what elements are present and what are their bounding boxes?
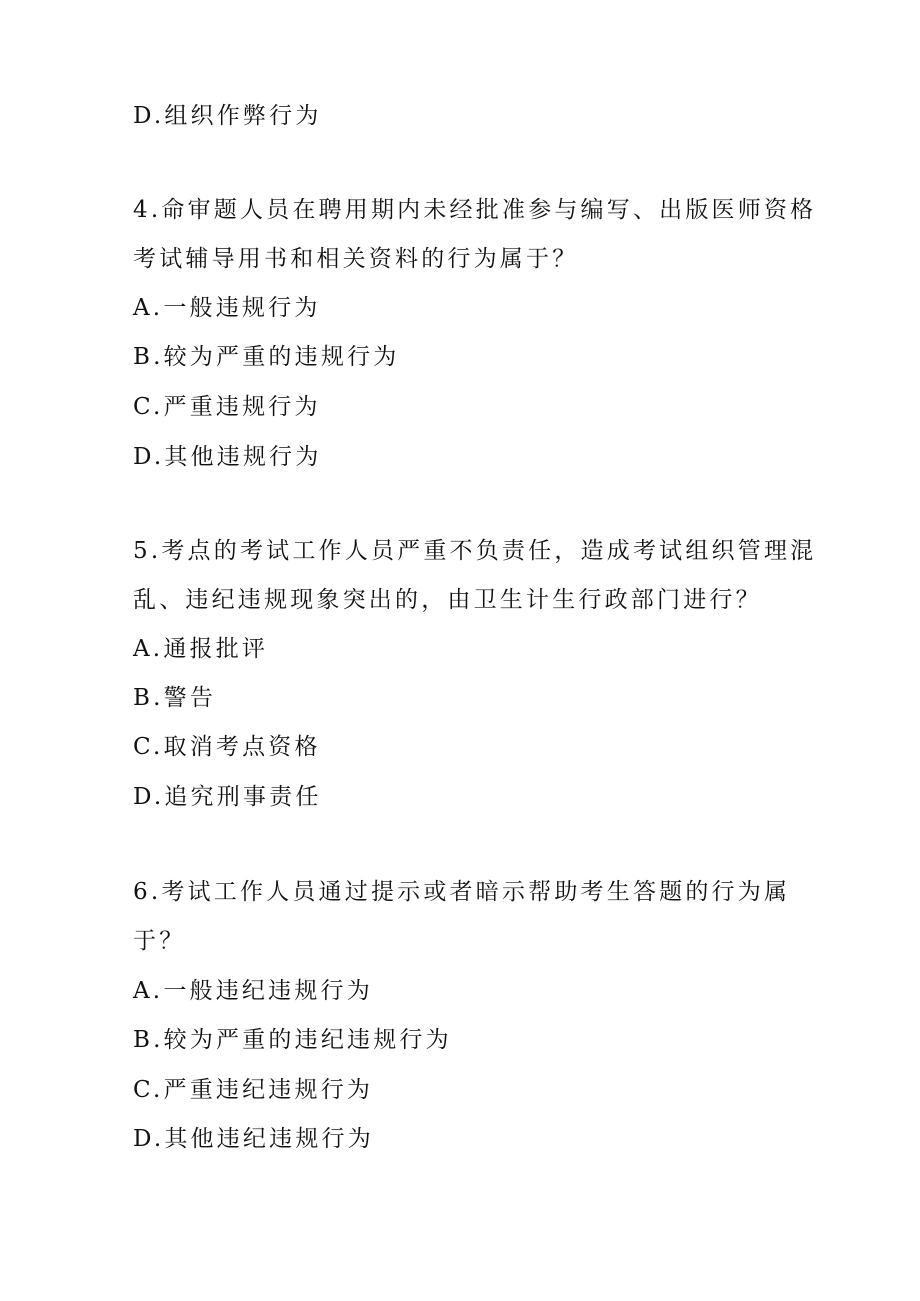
- question-6-option-d: D.其他违纪违规行为: [133, 1126, 374, 1152]
- question-4-option-a: A.一般违规行为: [133, 295, 321, 321]
- question-5-option-b: B.警告: [133, 685, 217, 711]
- question-4-text-line-1: 4.命审题人员在聘用期内未经批准参与编写、出版医师资格: [133, 197, 817, 223]
- question-6-text-line-2: 于？: [133, 928, 186, 954]
- question-6-option-c: C.严重违纪违规行为: [133, 1077, 374, 1103]
- question-6-option-b: B.较为严重的违纪违规行为: [133, 1027, 452, 1053]
- question-5-option-d: D.追究刑事责任: [133, 784, 322, 810]
- question-4-option-d: D.其他违规行为: [133, 444, 322, 470]
- question-5-option-c: C.取消考点资格: [133, 734, 321, 760]
- question-4-option-b: B.较为严重的违规行为: [133, 344, 400, 370]
- question-6-option-a: A.一般违纪违规行为: [133, 978, 373, 1004]
- question-4-text-line-2: 考试辅导用书和相关资料的行为属于？: [133, 246, 579, 272]
- question-5-text-line-1: 5.考点的考试工作人员严重不负责任，造成考试组织管理混: [133, 538, 817, 564]
- option-d-prev: D.组织作弊行为: [133, 103, 322, 129]
- question-6-text-line-1: 6.考试工作人员通过提示或者暗示帮助考生答题的行为属: [133, 879, 791, 905]
- question-5-option-a: A.通报批评: [133, 636, 269, 662]
- question-5-text-line-2: 乱、违纪违规现象突出的，由卫生计生行政部门进行？: [133, 587, 762, 613]
- question-4-option-c: C.严重违规行为: [133, 394, 321, 420]
